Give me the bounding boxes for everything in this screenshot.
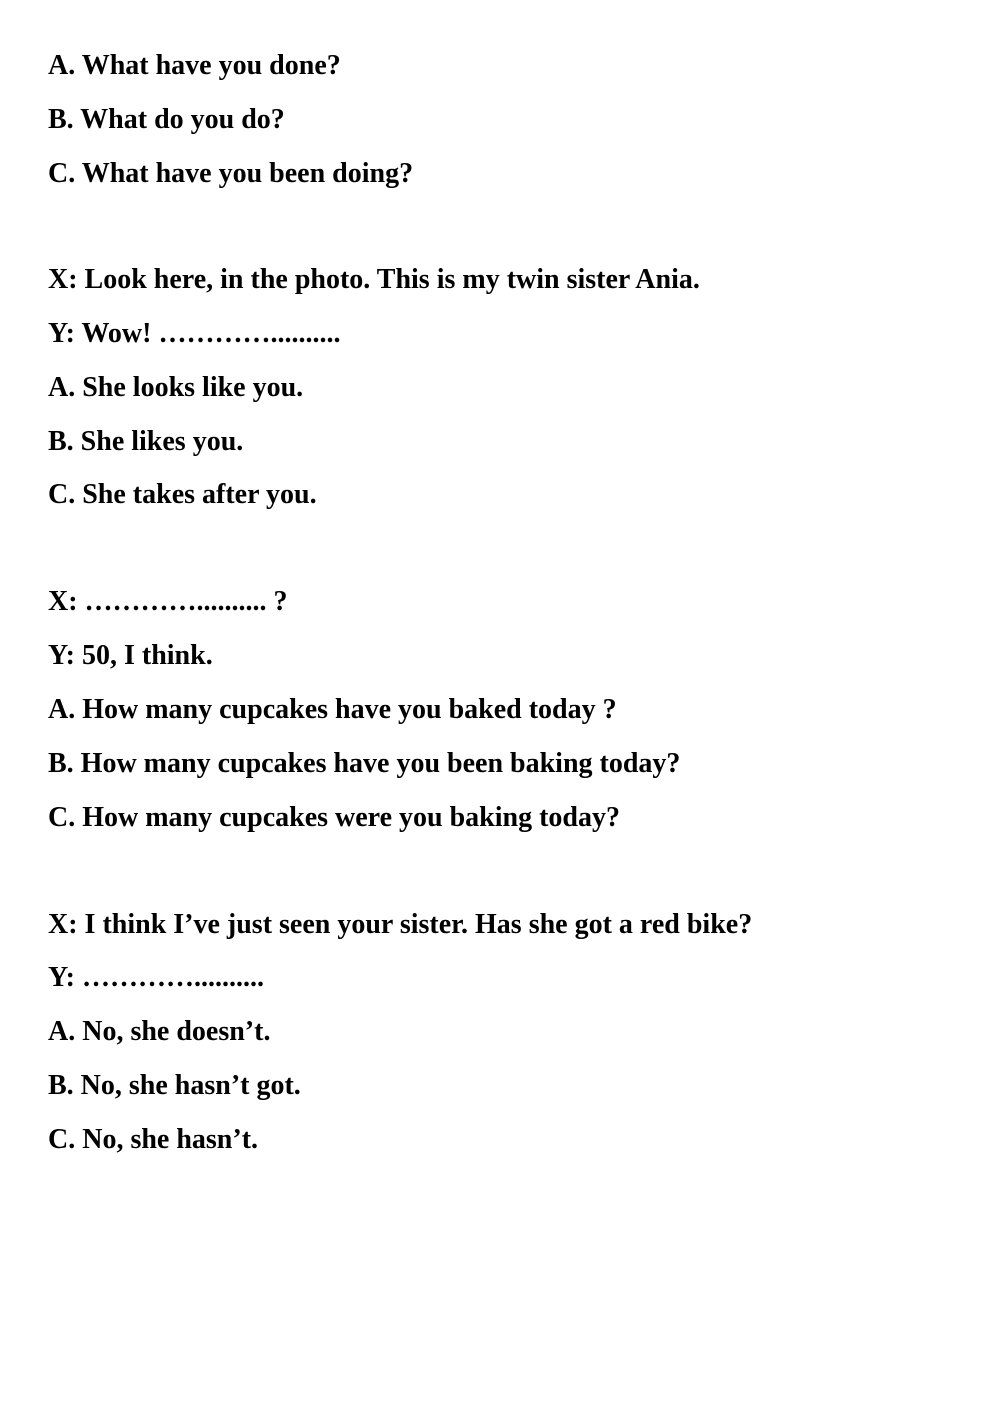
- q1-option-c: C. What have you been doing?: [48, 158, 414, 189]
- q2-dialogue-y: Y: Wow! …………..........: [48, 318, 341, 349]
- q2-option-c: C. She takes after you.: [48, 479, 317, 510]
- q3-option-b: B. How many cupcakes have you been baking today?: [48, 748, 681, 779]
- q4-option-c: C. No, she hasn’t.: [48, 1124, 259, 1155]
- q2-option-b: B. She likes you.: [48, 426, 244, 457]
- q3-option-c: C. How many cupcakes were you baking today?: [48, 802, 620, 833]
- q2-dialogue-x: X: Look here, in the photo. This is my twin sister Ania.: [48, 264, 700, 295]
- q4-option-b: B. No, she hasn’t got.: [48, 1070, 301, 1101]
- q3-dialogue-x: X: ………….......... ?: [48, 586, 288, 617]
- q3-option-a: A. How many cupcakes have you baked today ?: [48, 694, 617, 725]
- q1-option-a: A. What have you done?: [48, 50, 341, 81]
- q4-option-a: A. No, she doesn’t.: [48, 1016, 271, 1047]
- q2-option-a: A. She looks like you.: [48, 372, 304, 403]
- q4-dialogue-x: X: I think I’ve just seen your sister. Has she got a red bike?: [48, 909, 753, 940]
- q3-dialogue-y: Y: 50, I think.: [48, 640, 213, 671]
- q1-option-b: B. What do you do?: [48, 104, 285, 135]
- q4-dialogue-y: Y: …………..........: [48, 962, 264, 993]
